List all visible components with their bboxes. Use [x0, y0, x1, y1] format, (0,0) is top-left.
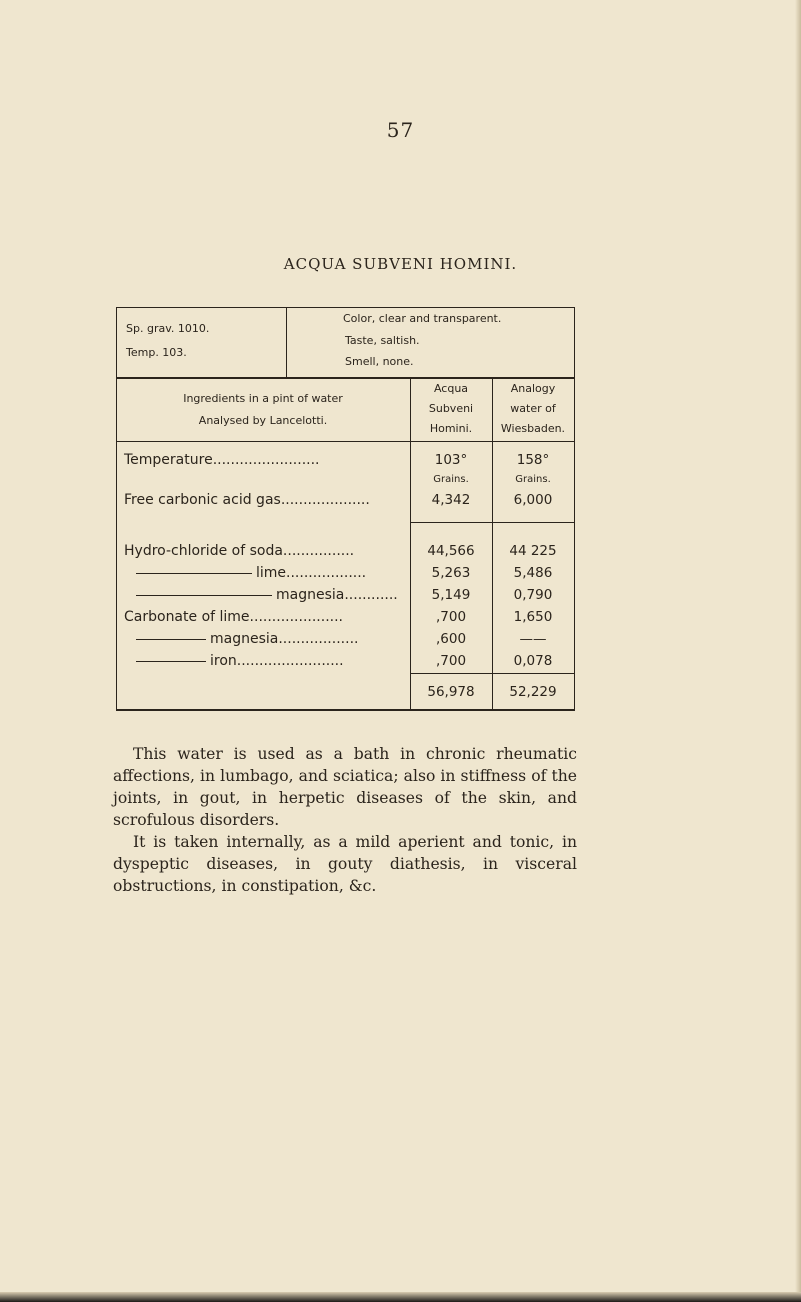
analogy-header-2: water of [510, 402, 556, 415]
ingredients-header: Ingredients in a pint of water [183, 392, 343, 405]
analogy-value: 0,790 [513, 587, 553, 603]
ditto-dash [136, 573, 252, 574]
row-leader: ........................ [212, 452, 320, 468]
acqua-header-2: Subveni [428, 402, 474, 415]
column-header-divider [116, 441, 575, 442]
analogy-header-3: Wiesbaden. [500, 422, 566, 435]
analogy-value: 44 225 [509, 543, 557, 559]
analogy-unit: Grains. [515, 474, 551, 485]
row-leader: .................. [278, 631, 359, 647]
table-left-border [116, 307, 117, 711]
table-row [136, 584, 398, 606]
analogy-value: —— [519, 631, 547, 647]
ditto-dash [136, 661, 206, 662]
acqua-value: 44,566 [427, 543, 475, 559]
page-title: ACQUA SUBVENI HOMINI. [283, 255, 518, 273]
table-right-border [574, 307, 575, 711]
acqua-value: ,600 [435, 631, 467, 647]
acqua-value: 5,149 [431, 587, 471, 603]
analogy-value: 6,000 [513, 492, 553, 508]
row-label: Free carbonic acid gas [124, 492, 281, 508]
ditto-dash [136, 639, 206, 640]
analogy-value: 0,078 [513, 653, 553, 669]
ditto-dash [136, 595, 272, 596]
page-number: 57 [386, 118, 415, 142]
row-label: Hydro-chloride of soda [124, 543, 283, 559]
table-bottom-border [116, 709, 575, 711]
row-label: Carbonate of lime [124, 609, 250, 625]
table-top-border [116, 307, 575, 308]
page-bottom-edge [0, 1292, 801, 1302]
row-label: magnesia [276, 587, 345, 603]
acqua-header-1: Acqua [433, 382, 469, 395]
analysis-table [116, 307, 575, 711]
acqua-total: 56,978 [427, 684, 475, 700]
row-label: lime [256, 565, 287, 581]
page-edge [795, 0, 801, 1302]
spec-gravity: Sp. grav. 1010. [126, 322, 210, 335]
row-label: magnesia [210, 631, 279, 647]
temperature-note: Temp. 103. [126, 346, 187, 359]
analysed-by-header: Analysed by Lancelotti. [198, 414, 328, 427]
row-leader: ................ [282, 543, 355, 559]
acqua-unit: Grains. [433, 474, 469, 485]
acqua-value: 4,342 [431, 492, 471, 508]
totals-divider [410, 673, 575, 674]
table-row [124, 606, 343, 628]
row-leader: .................... [280, 492, 370, 508]
analogy-total: 52,229 [509, 684, 557, 700]
body-text [113, 743, 577, 897]
table-row [136, 650, 344, 672]
analogy-value: 1,650 [513, 609, 553, 625]
row-label: Temperature [124, 452, 213, 468]
acqua-value: 103° [434, 452, 468, 468]
acqua-value: ,700 [435, 609, 467, 625]
row-leader: ........................ [236, 653, 344, 669]
row-leader: ..................... [249, 609, 344, 625]
row-leader: .................. [286, 565, 367, 581]
analogy-value: 158° [516, 452, 550, 468]
paragraph: It is taken internally, as a mild aperient and tonic, in dyspeptic diseases, in gouty diathesis, in visceral obstructions, in constipation, &c. [113, 833, 577, 895]
paragraph: This water is used as a bath in chronic rheumatic affections, in lumbago, and sciatica; also in stiffness of the joints, in gout, in herpetic diseases of the skin, and scrofulous disorders. [113, 745, 577, 829]
row-leader: ............ [344, 587, 398, 603]
table-row [136, 562, 366, 584]
analogy-header-1: Analogy [510, 382, 556, 395]
row-label: iron [210, 653, 237, 669]
analogy-value: 5,486 [513, 565, 553, 581]
table-row [124, 449, 320, 471]
taste-note: Taste, saltish. [345, 334, 420, 347]
table-row [124, 540, 354, 562]
smell-note: Smell, none. [345, 355, 414, 368]
section-divider [410, 522, 575, 523]
table-row [124, 489, 370, 511]
table-row [136, 628, 358, 650]
acqua-value: ,700 [435, 653, 467, 669]
header-box-divider [286, 307, 287, 377]
color-note: Color, clear and transparent. [343, 312, 502, 325]
acqua-header-3: Homini. [429, 422, 473, 435]
acqua-value: 5,263 [431, 565, 471, 581]
